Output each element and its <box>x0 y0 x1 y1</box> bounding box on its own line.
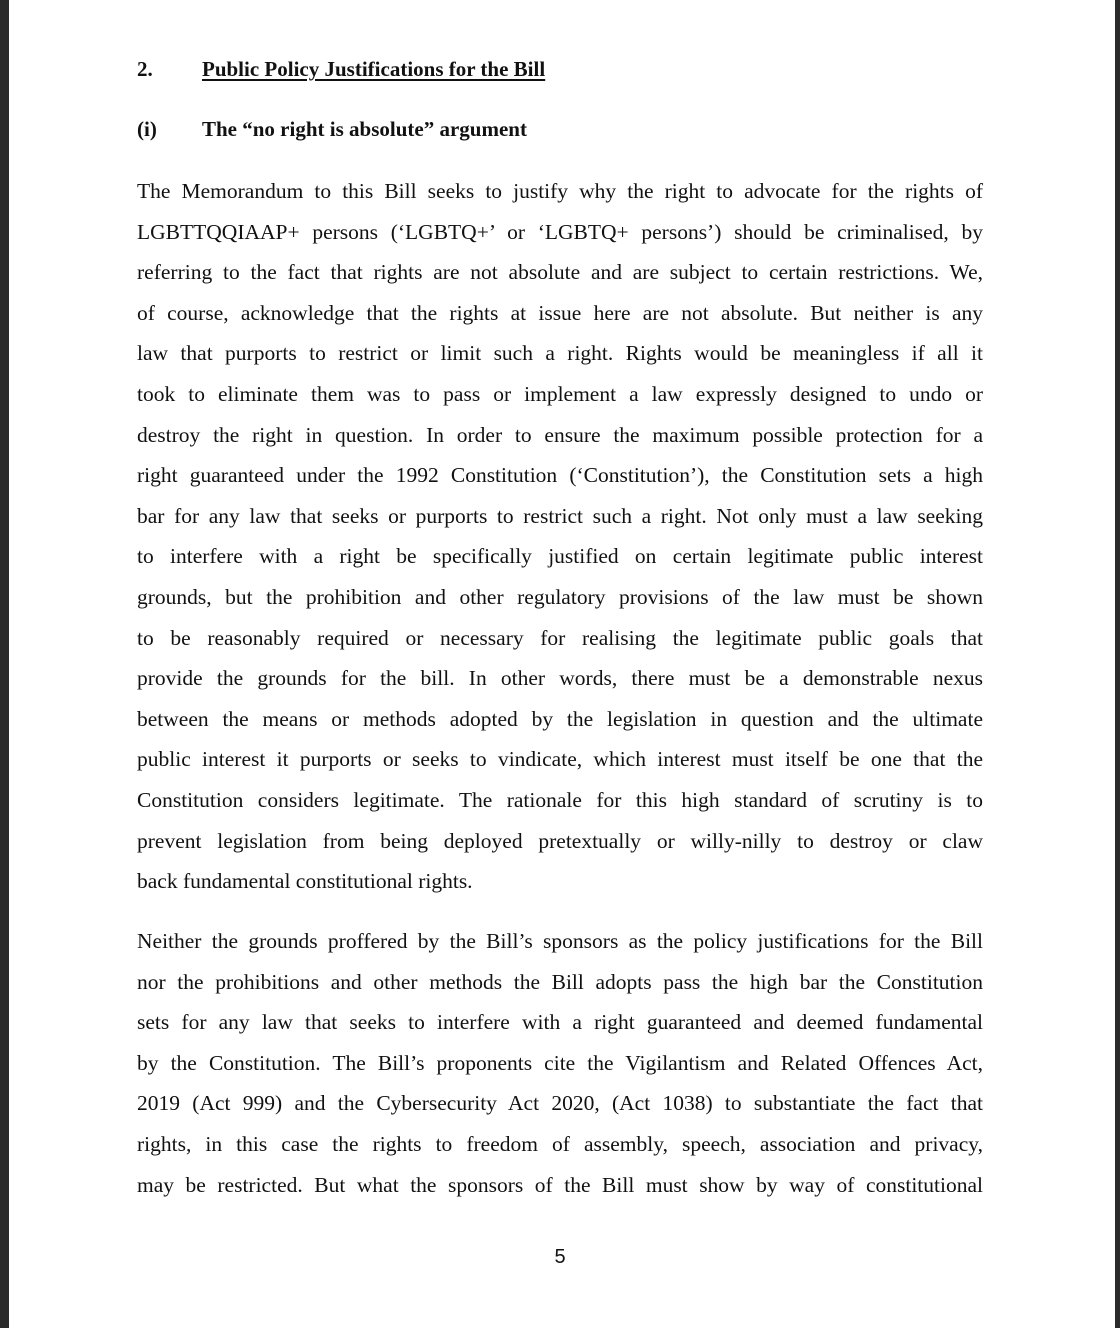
text-line: Neither the grounds proffered by the Bill’s sponsors as the policy justifications for the Bill <box>137 929 983 953</box>
text-line: between the means or methods adopted by the legislation in question and the ultimate <box>137 706 983 731</box>
text-line: back fundamental constitutional rights. <box>137 869 473 894</box>
text-line: bar for any law that seeks or purports to restrict such a right. Not only must a law seeking <box>137 503 983 528</box>
text-line: grounds, but the prohibition and other regulatory provisions of the law must be shown <box>137 584 983 609</box>
paragraph-1 <box>137 171 983 902</box>
text-line: referring to the fact that rights are not absolute and are subject to certain restrictions. We, <box>137 260 983 285</box>
text-line: of course, acknowledge that the rights at issue here are not absolute. But neither is any <box>137 300 983 325</box>
text-line: rights, in this case the rights to freedom of assembly, speech, association and privacy, <box>137 1131 983 1156</box>
section-number: 2. <box>137 57 153 81</box>
text-line: may be restricted. But what the sponsors of the Bill must show by way of constitutional <box>137 1172 983 1197</box>
text-line: prevent legislation from being deployed pretextually or willy-nilly to destroy or claw <box>137 828 983 853</box>
paragraph-2 <box>137 921 983 1205</box>
text-line: Constitution considers legitimate. The rationale for this high standard of scrutiny is to <box>137 787 983 812</box>
text-line: provide the grounds for the bill. In other words, there must be a demonstrable nexus <box>137 666 983 691</box>
text-line: destroy the right in question. In order to ensure the maximum possible protection for a <box>137 422 983 447</box>
text-line: to be reasonably required or necessary for realising the legitimate public goals that <box>137 625 983 650</box>
left-page-edge <box>0 0 9 1328</box>
text-line: right guaranteed under the 1992 Constitution (‘Constitution’), the Constitution sets a high <box>137 463 983 488</box>
text-line: law that purports to restrict or limit such a right. Rights would be meaningless if all it <box>137 341 983 366</box>
text-line: to interfere with a right be specifically justified on certain legitimate public interest <box>137 544 983 569</box>
section-title: Public Policy Justifications for the Bill <box>202 57 546 81</box>
text-line: LGBTTQQIAAP+ persons (‘LGBTQ+’ or ‘LGBTQ+ persons’) should be criminalised, by <box>137 219 983 244</box>
text-line: The Memorandum to this Bill seeks to justify why the right to advocate for the rights of <box>137 179 983 203</box>
page-number: 5 <box>554 1246 566 1268</box>
subsection-title: The “no right is absolute” argument <box>202 117 527 141</box>
text-line: nor the prohibitions and other methods the Bill adopts pass the high bar the Constitution <box>137 969 983 994</box>
text-line: took to eliminate them was to pass or implement a law expressly designed to undo or <box>137 381 983 406</box>
subsection-number: (i) <box>137 117 157 141</box>
subsection-heading <box>137 115 527 143</box>
text-line: public interest it purports or seeks to vindicate, which interest must itself be one that the <box>137 747 983 772</box>
text-line: sets for any law that seeks to interfere with a right guaranteed and deemed fundamental <box>137 1010 983 1035</box>
right-page-edge <box>1115 0 1120 1328</box>
text-line: by the Constitution. The Bill’s proponents cite the Vigilantism and Related Offences Act, <box>137 1050 983 1075</box>
text-line: 2019 (Act 999) and the Cybersecurity Act 2020, (Act 1038) to substantiate the fact that <box>137 1091 983 1116</box>
section-heading <box>137 55 545 83</box>
